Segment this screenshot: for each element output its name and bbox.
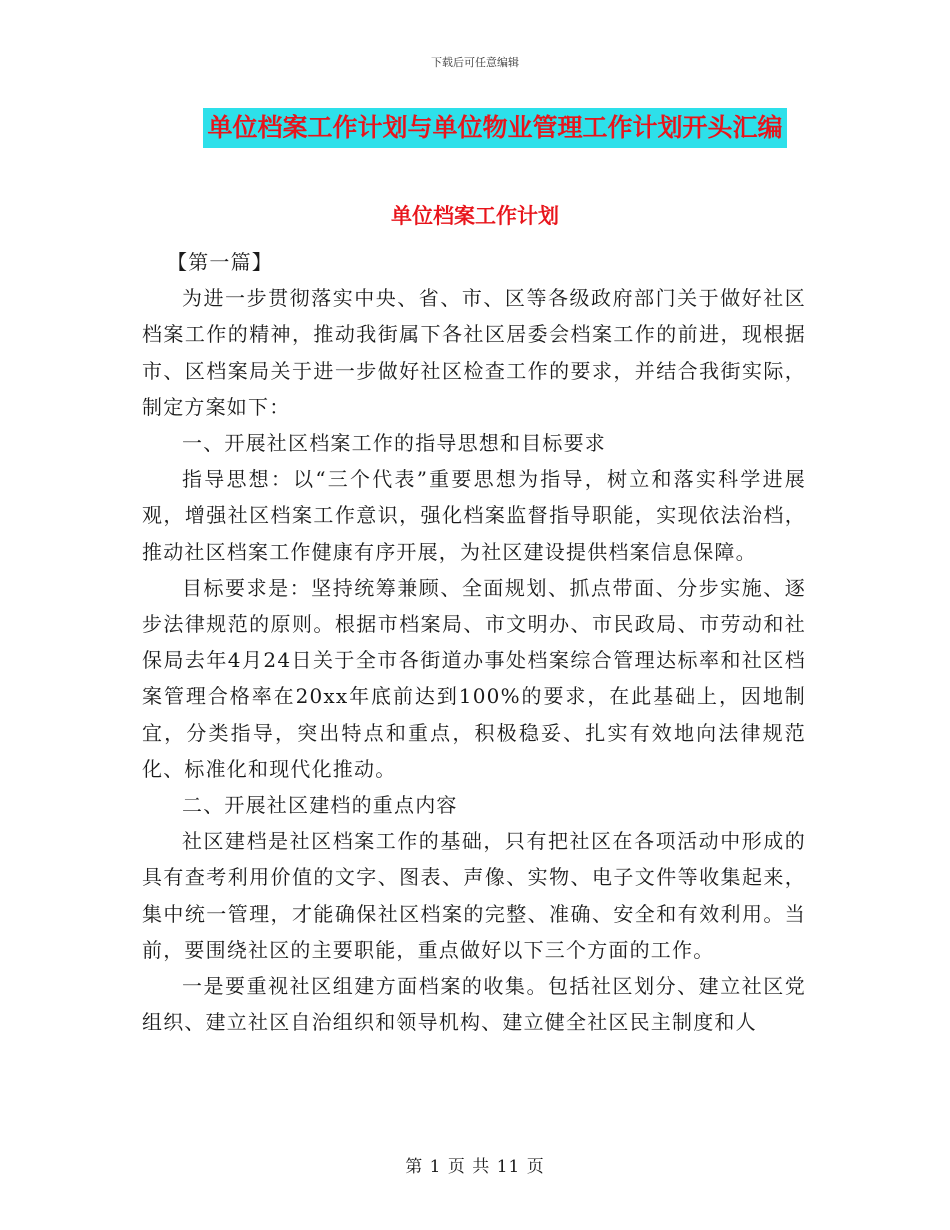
page-number-footer: 第 1 页 共 11 页	[405, 1157, 545, 1177]
paragraph: 目标要求是：坚持统筹兼顾、全面规划、抓点带面、分步实施、逐步法律规范的原则。根据市档案局、市文明办、市民政局、市劳动和社保局去年4月24日关于全市各街道办事处档案综合管理达标率和社区档案管理合格率在20xx年底前达到100%的要求，在此基础上，因地制宜，分类指导，突出特点和重点，积极稳妥、扎实有效地向法律规范化、标准化和现代化推动。	[142, 575, 806, 781]
main-title: 单位档案工作计划与单位物业管理工作计划开头汇编	[203, 108, 786, 148]
section-heading: 二、开展社区建档的重点内容	[182, 793, 458, 818]
main-title-container	[0, 108, 950, 148]
section-heading: 一、开展社区档案工作的指导思想和目标要求	[182, 431, 606, 456]
paragraph: 一是要重视社区组建方面档案的收集。包括社区划分、建立社区党组织、建立社区自治组织和领导机构、建立健全社区民主制度和人	[142, 974, 806, 1035]
paragraph: 指导思想：以“三个代表”重要思想为指导，树立和落实科学进展观，增强社区档案工作意识，强化档案监督指导职能，实现依法治档，推动社区档案工作健康有序开展，为社区建设提供档案信息保障。	[142, 467, 806, 564]
page-header-note: 下载后可任意编辑	[431, 56, 519, 69]
section-title: 单位档案工作计划	[391, 203, 559, 228]
paragraph: 社区建档是社区档案工作的基础，只有把社区在各项活动中形成的具有查考利用价值的文字、图表、声像、实物、电子文件等收集起来，集中统一管理，才能确保社区档案的完整、准确、安全和有效利用。当前，要围绕社区的主要职能，重点做好以下三个方面的工作。	[142, 829, 806, 962]
paragraph: 为进一步贯彻落实中央、省、市、区等各级政府部门关于做好社区档案工作的精神，推动我街属下各社区居委会档案工作的前进，现根据市、区档案局关于进一步做好社区检查工作的要求，并结合我街实际，制定方案如下：	[142, 286, 806, 419]
document-body	[142, 244, 806, 1040]
paragraph-label: 【第一篇】	[167, 250, 273, 274]
